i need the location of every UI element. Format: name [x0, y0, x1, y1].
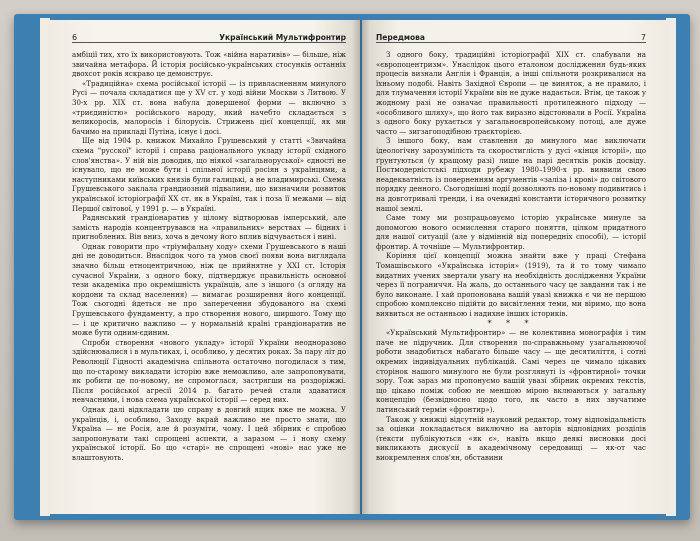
- left-paragraph-2: «Традиційна» схема російської історії — із привласненням минулого Русі — почала складатися ще у XV ст. у ході війни Москви з Литвою. У 30-х рр. XIX ст. вона набула довершеної форми — включно з «триєдиністю» російського народу, який начебто складається з великоросів, малоросів і білорусів. Стрижень цієї концепції, як ми бачимо на прикладі Путіна, існує і досі.: [72, 78, 346, 136]
- right-page-header: [376, 28, 646, 43]
- left-paragraph-4: Радянський грандіонаратив у цілому відтворював імперський, але замість народів концентрувався на «правильних» верствах — бідних і пригноблених. Він вниз, хоча в дечому його вплив відчувається і нині.: [72, 213, 346, 242]
- left-paragraph-5: Однак говорити про «тріумфальну ходу» схеми Грушевського в наші дні не доводиться. Внаслідок чого та умов своєї появи вона виглядала значно більш етноцентричною, ніж це прийнятне у ХХІ ст. Історія сучасної України, з одного боку, підтверджує правильність основної тези академіка про окремішність українців, але з іншого (з огляду на кордони та склад населення) — вимагає розширення його концепції. Тож сьогодні йдеться не про заперечення збудованого на схемі Грушевського фундаменту, а про створення нового, ширшого. Тому що — і це критично важливо — у нормальній країні грандіонаратив не може бути одним-єдиним.: [72, 241, 346, 338]
- left-page-number: 6: [72, 33, 78, 42]
- right-paragraph-6: Також у книжці відсутній науковий редактор, тому відповідальність за оцінки покладається виключно на авторів відповідних розділів (тексти публікуються «як є», навіть якщо деякі висновки досі викликають дискусії в академічному середовищі — як-от час виокремлення слов'ян, обставини: [376, 414, 646, 462]
- left-running-title: Український Мультифронтир: [219, 33, 346, 42]
- section-separator: * * *: [487, 318, 535, 328]
- right-paragraph-5: «Український Мультифронтир» — не колективна монографія і тим паче не підручник. Для створення по-справжньому узагальнюючої роботи знадобиться набагато більше часу — ще десятиліття, і сотні окремих індивідуальних публікацій. Самі через це чимало цікавих сторінок нашого минулого не були розглянуті із «фронтирної» точки зору. Тож зараз ми пропонуємо вашій увазі збірник окремих текстів, що цікаво поміж собою не меншою мірою вклюаються у загальну концепцію (безвідносно щодо того, як часто в них звучатиме латинський термін «фронтир»).: [376, 328, 646, 414]
- right-running-title: Передмова: [376, 33, 425, 42]
- right-page: [362, 20, 670, 514]
- left-page-body: [72, 50, 346, 463]
- left-paragraph-1: амбіції тих, хто їх використовують. Тож «війна наративів» — більше, ніж звичайна метафора. Й історія російсько-українських стосунків останніх двохсот років яскраво це демонструє.: [72, 50, 346, 79]
- book-gutter-shadow: [352, 20, 370, 514]
- right-paragraph-1: З одного боку, традиційні історіографії XIX ст. слабували на «європоцентризм». Унаслідок цього еталоном дослідження будь-яких процесів визнали Англія і Франція, а інші спільноти розкривалися на їхньому подобі. Навіть Західної Європи — це виняток, а не правило, і для тлумачення історії України він не дуже надається. Втім, це також у жодному разі не означає правильності протилежного підходу — «особливого шляху», що його так виразно відстоювали в Росії. Україна з одного боку рухається у загальноєвропейському потоці, але дуже часто — зигзагоподібною траєкторією.: [376, 50, 646, 136]
- right-paragraph-3: Саме тому ми розпрацьовуємо історію українське минуле за допомогою нового осмислення старого поняття, цілком придатного для нашої ситуації (але у відмінній від попередніх способі), — історії фронтир. А точніше — Мультифронтир.: [376, 213, 646, 251]
- right-page-number: 7: [640, 33, 646, 42]
- left-paragraph-7: Однак далі відкладати цю справу в довгий ящик вже не можна. У українців, і, особливо, Заходу вкрай важливо не просто знати, що Україна — не Росія, але й розуміти, чому. І цей збірник є спробою запропонувати такі спрощені аспекти, а заразом — і нову схему української історії. Бо що «старі» не спрощені «нові» нас уже не влаштовують.: [72, 404, 346, 462]
- right-paragraph-4: Коріння цієї концепції можна знайти вже у праці Стефана Томашівського «Українська історія» (1919), та й то тому чимало видатних учених звертали увагу на необхідність дослідження України через її пограниччя. На жаль, до останнього часу це завдання так і не було виконане. І хай пропонована вашій увазі книжка є чи не першою спробою комплексно підійти до висвітлення теми, ми віримо, що вона виявиться не останньою і надихне інших істориків.: [376, 251, 646, 319]
- right-paragraph-2: З іншого боку, нам ставлення до минулого має виключати ідеологічну зарозумілість та скоростиглість у дусі «кінця історії», що ґрунтуються (у кращому разі) лише на парі десятків років досвіду. Постмодерністські підходи рубежу 1980–1990-х рр. виявили свою неадекватність із поверненням аргументів «заліза і крові» до світового порядку денного. Сьогоднішні події дозволяють по-новому подивитись і на довготривалі тренди, і на очевидні константи історичного розвитку нашої землі.: [376, 136, 646, 213]
- right-page-body: [376, 50, 646, 463]
- left-page-header: [72, 28, 346, 43]
- left-paragraph-6: Спроби створення «нового укладу» історії України неодноразово здійснювалися і в мультиках, і, особливо, у десятих роках. За пару літ до Революції Гідності академічна спільнота остаточно погодилася з тим, що по-старому викладати історію вже неможливо, але запропонувати, як робити це по-новому, не спромоглася, застрягши на роздоріжжі. Після російської агресії 2014 р. багато речей стали здаватися невчасними, і нова схема української історії — серед них.: [72, 337, 346, 405]
- left-page: [48, 20, 360, 514]
- left-paragraph-3: Ще від 1904 р. книжок Михайло Грушевський у статті «Звичайна схема "русскої" історії і справа раціонального укладу історії східного слов'янства». У ній він доводив, що ніякої «загальноруської» єдності не існувало, що не може бути і спільної історії росіян з українцями, а наступниками київських князів були галицькі, а не владимирські. Схема Грушевського заклала грандиозний підвалини, що визначили розвиток української історіографії ХХ ст. як в Україні, так і поза її межами — від Першої світової, у 1991 р. — в Україні.: [72, 136, 346, 213]
